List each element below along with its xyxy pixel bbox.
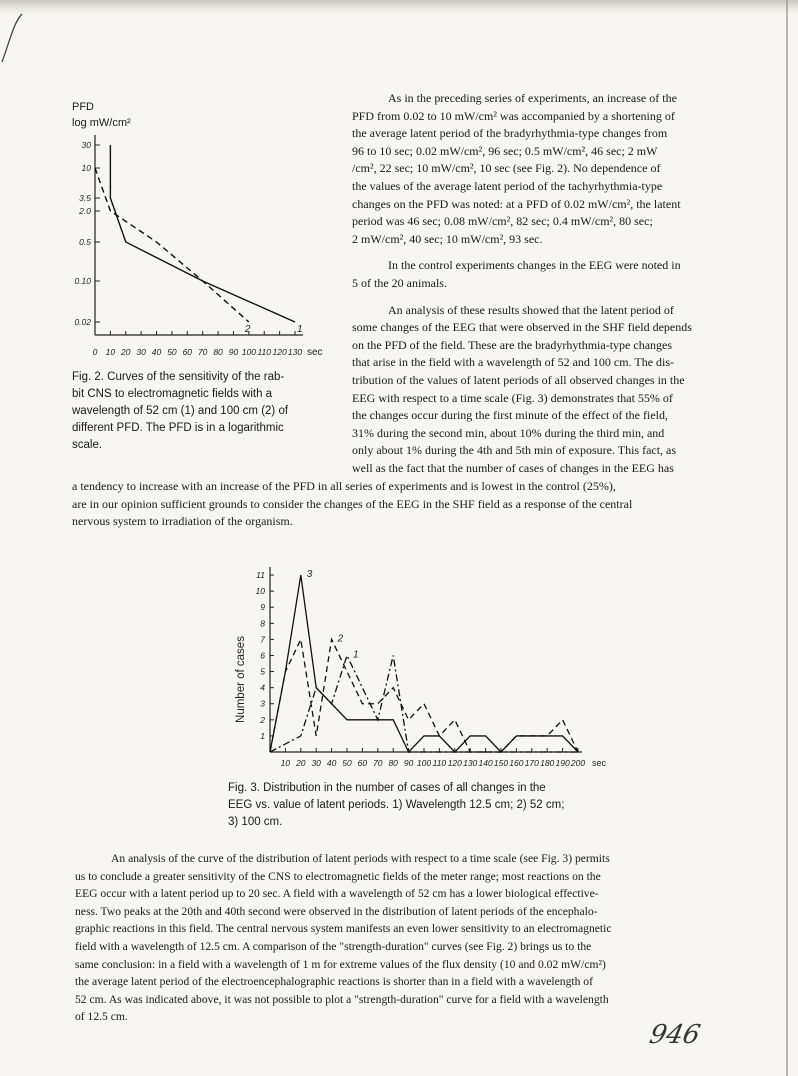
text-line: tribution of the values of latent periods of all observed changes in the [352,372,685,387]
fig3-x-axis-label: sec [592,758,607,768]
bottom-paragraph [75,850,765,1026]
fig2-caption-line: bit CNS to electromagnetic fields with a [72,388,273,400]
fig2-series-1-line [110,145,295,322]
text-line: An analysis of the curve of the distribution of latent periods with respect to a time scale (see Fig. 3) permits [111,852,610,865]
fig2-chart [70,130,330,365]
fig3-x-tick-label: 60 [357,758,368,768]
fig3-x-tick-label: 40 [326,758,337,768]
fig2-x-axis-label: sec [307,347,323,358]
fig3-x-tick-label: 10 [280,758,291,768]
fig2-x-tick-label: 50 [167,347,177,357]
fig3-x-tick-label: 30 [311,758,321,768]
fig2-y-tick-label: 0.02 [74,317,91,327]
text-line: ness. Two peaks at the 20th and 40th second were observed in the distribution of latent periods of the encephalo- [75,904,598,918]
text-line: EEG occur with a latent period up to 20 sec. A field with a wavelength of 52 cm has a lower biological effective- [75,887,599,901]
fig3-x-tick-label: 70 [373,758,383,768]
fig2-ylabel-line1: PFD [72,101,94,113]
text-line: 96 to 10 sec; 0.02 mW/cm², 96 sec; 0.5 mW/cm², 46 sec; 2 mW [352,143,658,158]
text-line: nervous system to irradiation of the organism. [72,514,293,529]
full-width-text [72,478,762,531]
fig3-y-tick-label: 6 [260,650,265,661]
fig2-x-tick-label: 80 [213,347,223,357]
text-line: PFD from 0.02 to 10 mW/cm² was accompanied by a shortening of [352,108,675,123]
text-line: on the PFD of the field. These are the bradyrhythmia-type changes [352,337,673,352]
fig2-x-tick-label: 120 [272,347,287,357]
fig2-x-tick-label: 110 [257,347,272,357]
fig3-x-tick-label: 140 [478,758,493,768]
fig3-x-tick-label: 120 [447,758,462,768]
fig2-y-tick-label: 2.0 [79,206,91,216]
text-line: field with a wavelength of 12.5 cm. A comparison of the "strength-duration" curves (see Fig. 2) brings us to the [75,939,592,953]
text-line: are in our opinion sufficient grounds to consider the changes of the EEG in the SHF field as a response of the central [72,496,633,511]
text-line: same conclusion: in a field with a wavelength of 1 m for extreme values of the flux density (10 and 0.02 mW/cm²) [75,957,606,971]
text-line: 52 cm. As was indicated above, it was not possible to plot a "strength-duration" curve for a field with a wavelength [75,992,609,1006]
fig2-caption-line: wavelength of 52 cm (1) and 100 cm (2) of [72,405,289,417]
text-line: In the control experiments changes in the EEG were noted in [388,258,681,273]
fig2-caption-line: scale. [72,439,103,451]
fig2-x-tick-label: 130 [287,347,303,357]
fig3-x-tick-label: 160 [509,758,524,768]
fig2-x-tick-label: 60 [182,347,193,357]
text-line: changes on the PFD was noted: at a PFD of 0.02 mW/cm², the latent [352,196,681,211]
text-line: that arise in the field with a wavelength of 52 and 100 cm. The dis- [352,355,675,370]
fig3-chart [228,562,618,782]
fig2-ylabel-line2: log mW/cm² [72,117,131,129]
fig3-caption-line: EEG vs. value of latent periods. 1) Wavelength 12.5 cm; 2) 52 cm; [228,799,565,811]
text-line: the changes occur during the first minute of the effect of the field, [352,408,668,423]
fig3-y-tick-label: 3 [260,698,265,709]
fig2-y-tick-label: 3.5 [79,193,91,203]
text-line: a tendency to increase with an increase of the PFD in all series of experiments and is lowest in the control (25%), [72,479,616,493]
text-line: EEG with respect to a time scale (Fig. 3) demonstrates that 55% of [352,390,673,405]
text-line: 5 of the 20 animals. [352,275,447,290]
text-line: of 12.5 cm. [75,1010,128,1024]
fig2-x-tick-label: 90 [228,347,239,357]
fig3-x-tick-label: 90 [403,758,414,768]
text-line: 2 mW/cm², 40 sec; 10 mW/cm², 93 sec. [352,231,543,246]
scan-right-edge [786,0,788,1076]
fig2-x-tick-label: 100 [241,347,256,357]
page-number: 946 [646,1020,703,1050]
text-line: /cm², 22 sec; 10 mW/cm², 10 sec (see Fig. 2). No dependence of [352,161,661,176]
fig2-series-2-label: 2 [244,324,251,335]
fig3-x-tick-label: 80 [388,758,398,768]
fig2-y-tick-label: 0.5 [79,237,91,247]
fig2-y-tick-label: 10 [81,163,91,173]
text-line: the average latent period of the electroencephalographic reactions is shorter than in a field with a wavelength of [75,975,593,989]
text-line: us to conclude a greater sensitivity of the CNS to electromagnetic fields of the meter range; most reactions on the [75,869,601,883]
fig3-x-tick-label: 180 [540,758,555,768]
fig3-series-2-line [270,639,578,752]
fig2-x-tick-label: 70 [197,347,208,357]
fig3-x-tick-label: 50 [342,758,352,768]
fig3-y-tick-label: 7 [260,634,265,645]
text-line: As in the preceding series of experiments, an increase of the [388,91,677,105]
fig2-x-tick-label: 20 [121,347,131,357]
scan-top-edge [0,0,798,14]
fig2-caption-line: Fig. 2. Curves of the sensitivity of the rab- [72,371,285,383]
fig2-x-tick-label: 40 [151,347,162,357]
text-line: some changes of the EEG that were observed in the SHF field depends [352,320,692,335]
text-line: 31% during the second min, about 10% during the third min, and [352,425,665,440]
text-line: well as the fact that the number of cases of changes in the EEG has [352,460,674,475]
text-line: graphic reactions in this field. The central nervous system manifests an even lower sensitivity to an electromagnetic [75,922,612,936]
fig3-y-axis-label: Number of cases [235,636,247,723]
fig3-series-1-line [270,655,578,752]
fig3-y-tick-label: 9 [260,602,265,613]
text-line: the average latent period of the bradyrhythmia-type changes from [352,126,668,141]
fig2-x-tick-label: 30 [136,347,146,357]
fig2-y-tick-label: 0.10 [74,276,91,286]
fig3-y-tick-label: 11 [256,570,265,581]
fig2-series-2-line [95,168,249,322]
fig3-caption-line: Fig. 3. Distribution in the number of cases of all changes in the [228,782,546,794]
fig3-y-tick-label: 8 [260,618,265,629]
fig2-x-tick-label: 10 [105,347,116,357]
fig3-x-tick-label: 150 [493,758,509,768]
fig2-series-1-label: 1 [297,324,303,335]
right-column-text [352,90,752,477]
fig3-y-tick-label: 10 [255,586,265,597]
fig2-y-tick-label: 30 [81,140,91,150]
fig3-y-tick-label: 2 [260,714,265,725]
fig3-x-tick-label: 170 [524,758,539,768]
text-line: An analysis of these results showed that the latent period of [388,302,674,317]
fig3-x-tick-label: 20 [296,758,306,768]
fig3-x-tick-label: 130 [463,758,478,768]
fig3-y-tick-label: 5 [260,666,265,677]
text-line: period was 46 sec; 0.08 mW/cm², 82 sec; 0.4 mW/cm², 80 sec; [352,214,653,229]
fig3-caption [228,780,628,831]
fig3-series-3-label: 3 [306,569,313,581]
fig2-caption-line: different PFD. The PFD is in a logarithmic [72,422,284,434]
fig3-caption-line: 3) 100 cm. [228,816,283,828]
fig3-series-1-label: 1 [353,649,359,661]
scan-corner-mark [0,0,40,70]
fig3-x-tick-label: 100 [416,758,432,768]
text-line: the values of the average latent period of the tachyrhythmia-type [352,178,663,193]
fig3-x-tick-label: 110 [432,758,447,768]
fig3-x-tick-label: 190 [555,758,570,768]
fig3-series-2-label: 2 [337,633,344,645]
text-line: only about 1% during the 4th and 5th min of exposure. This fact, as [352,443,677,458]
fig3-y-tick-label: 1 [260,730,265,741]
fig3-x-tick-label: 200 [570,758,586,768]
fig3-y-tick-label: 4 [260,682,265,693]
fig2-x-tick-label: 0 [92,347,98,357]
fig2-caption [72,369,342,454]
fig3-series-3-line [270,575,578,752]
